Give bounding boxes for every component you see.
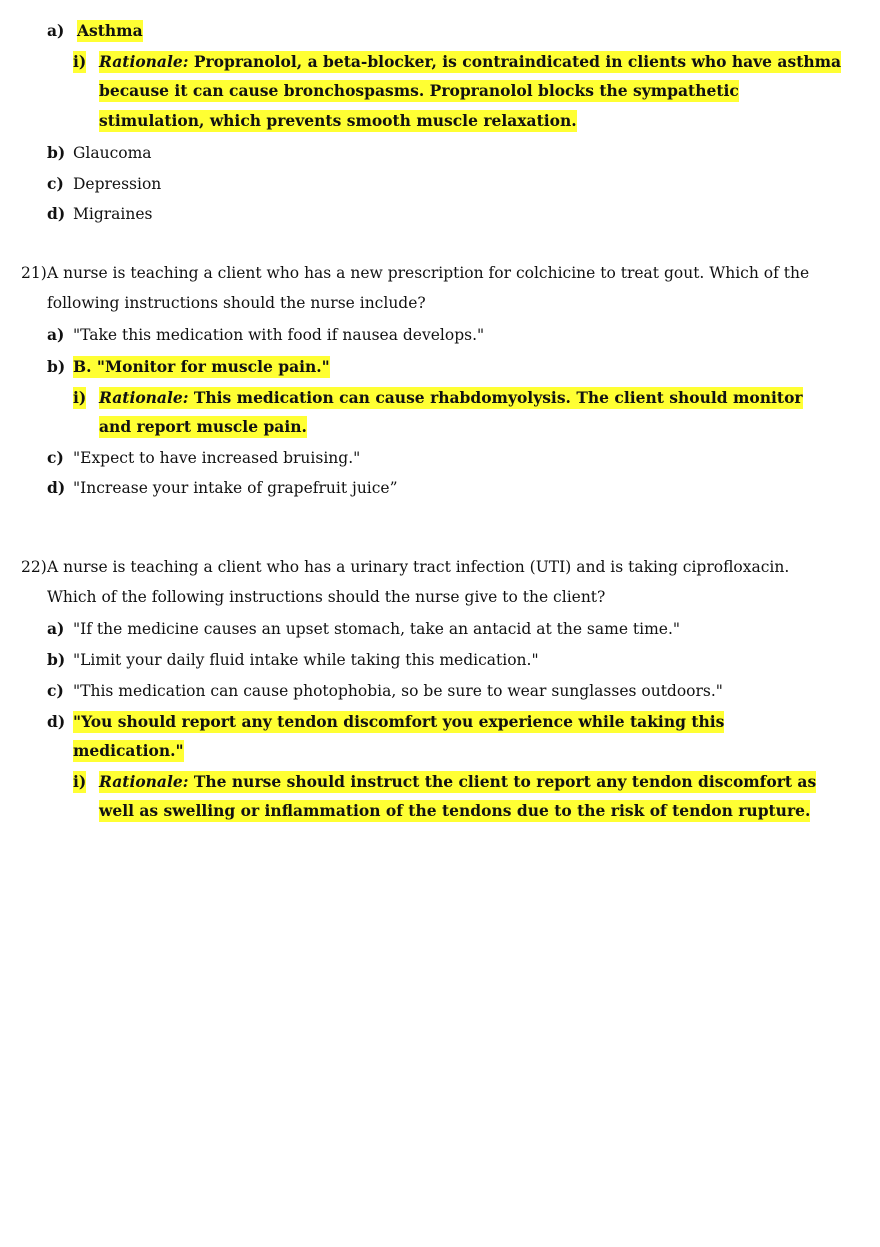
q21-rationale-label: i) [73, 388, 87, 407]
q21-option-d-text: "Increase your intake of grapefruit juice” [73, 479, 398, 497]
q22-rationale-line-1: Rationale: The nurse should instruct the client to report any tendon discomfort as [99, 772, 817, 791]
q22-option-b-text: "Limit your daily fluid intake while taking this medication." [73, 651, 539, 669]
q20-option-d-text: Migraines [73, 205, 153, 223]
q21-rationale-line-2: and report muscle pain. [99, 417, 307, 436]
q22-option-c-label: c) [47, 681, 64, 700]
q21-option-a-label: a) [47, 325, 65, 344]
q20-rationale-line-2: because it can cause bronchospasms. Propranolol blocks the sympathetic [99, 81, 739, 100]
q20-option-b-text: Glaucoma [73, 144, 152, 162]
q21-option-c-label: c) [47, 448, 64, 467]
q20-rationale-label: i) [73, 52, 87, 71]
q20-rationale-line-1: Rationale: Propranolol, a beta-blocker, is contraindicated in clients who have asthma [99, 52, 842, 71]
q22-stem-line-1: A nurse is teaching a client who has a urinary tract infection (UTI) and is taking ciprofloxacin. [47, 558, 790, 576]
q20-option-a-label: a) [47, 21, 65, 40]
q20-rationale-line-3: stimulation, which prevents smooth muscle relaxation. [99, 111, 577, 130]
q22-option-d-label: d) [47, 712, 66, 731]
q21-option-a-text: "Take this medication with food if nausea develops." [73, 326, 485, 344]
q20-option-d-label: d) [47, 204, 66, 223]
q22-option-b-label: b) [47, 650, 66, 669]
q21-option-c-text: "Expect to have increased bruising." [73, 449, 361, 467]
q22-option-d-text-line-1: "You should report any tendon discomfort you experience while taking this [73, 712, 725, 731]
q22-option-c-text: "This medication can cause photophobia, so be sure to wear sunglasses outdoors." [73, 682, 723, 700]
q22-rationale-line-2: well as swelling or inflammation of the tendons due to the risk of tendon rupture. [99, 801, 811, 820]
q20-option-c-label: c) [47, 174, 64, 193]
q22-option-d-text-line-2: medication." [73, 741, 184, 760]
q20-rationale-lead: Rationale: [99, 52, 189, 71]
q21-rationale-lead: Rationale: [99, 388, 189, 407]
q22-number: 22) [21, 558, 47, 576]
q22-rationale-lead: Rationale: [99, 772, 189, 791]
q22-rationale-label: i) [73, 772, 87, 791]
q22-option-a-text: "If the medicine causes an upset stomach, take an antacid at the same time." [73, 620, 681, 638]
q21-option-b-label: b) [47, 357, 66, 376]
q20-option-c-text: Depression [73, 175, 162, 193]
q21-stem-line-2: following instructions should the nurse include? [47, 294, 426, 312]
q20-option-b-label: b) [47, 143, 66, 162]
q22-option-a-label: a) [47, 619, 65, 638]
q20-option-a-text: Asthma [77, 21, 143, 40]
q21-stem-line-1: A nurse is teaching a client who has a new prescription for colchicine to treat gout. Which of the [47, 264, 810, 282]
q22-stem-line-2: Which of the following instructions should the nurse give to the client? [47, 588, 606, 606]
q21-option-b-text: B. "Monitor for muscle pain." [73, 357, 330, 376]
q21-rationale-line-1: Rationale: This medication can cause rhabdomyolysis. The client should monitor [99, 388, 803, 407]
q21-number: 21) [21, 264, 47, 282]
q21-option-d-label: d) [47, 478, 66, 497]
